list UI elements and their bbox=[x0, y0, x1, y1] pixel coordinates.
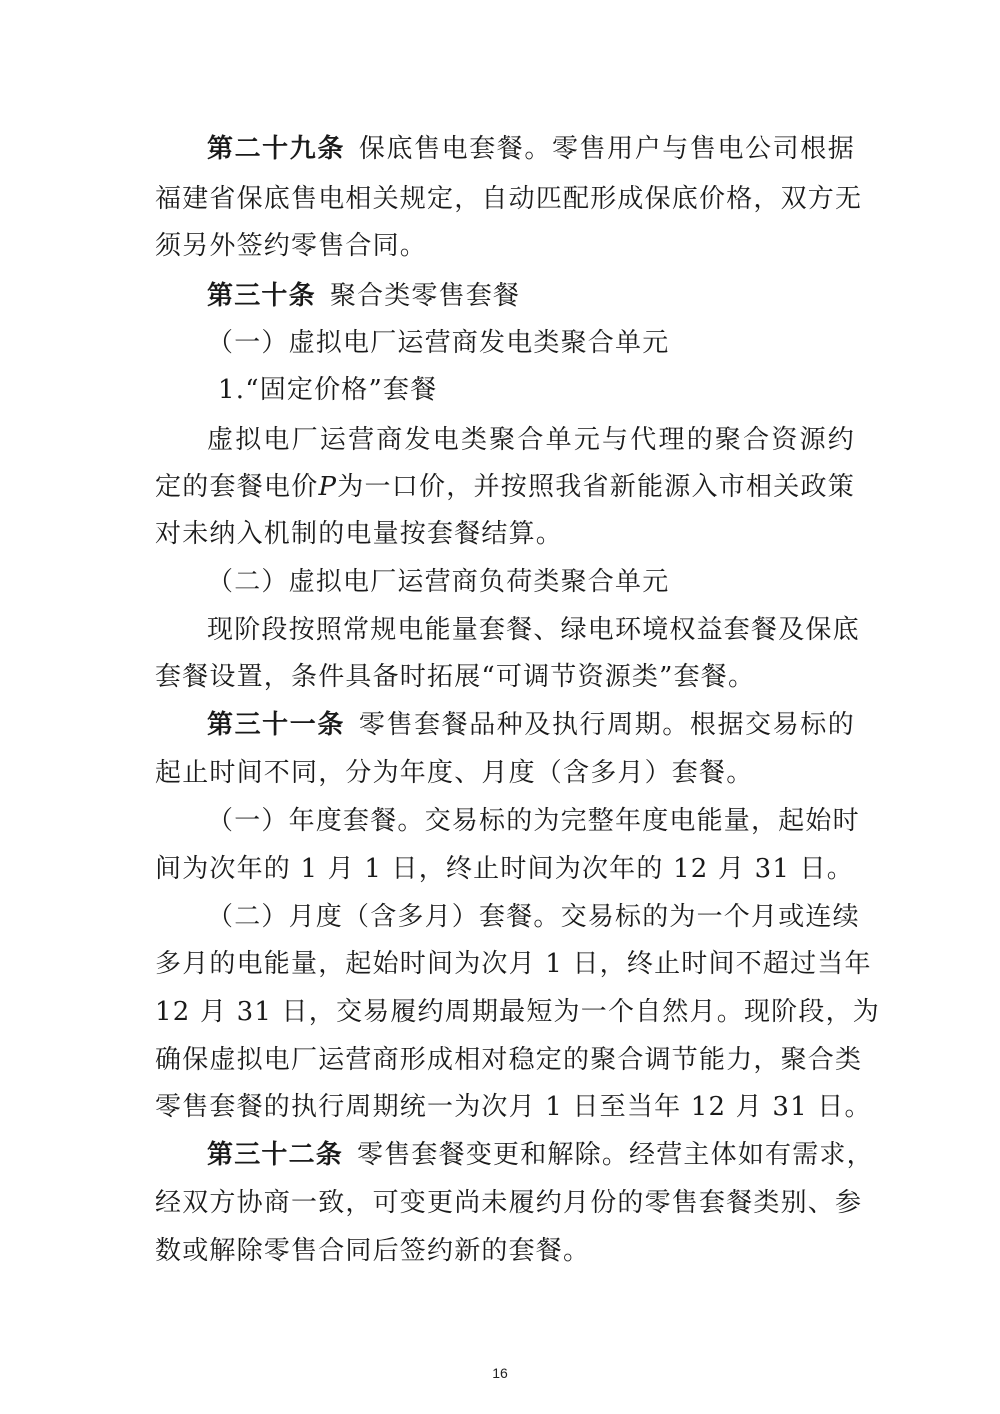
article-31-line-1: 第三十一条 零售套餐品种及执行周期。根据交易标的 bbox=[207, 710, 855, 740]
article-31-heading: 第三十一条 bbox=[207, 710, 345, 740]
article-29-heading: 第二十九条 bbox=[207, 134, 345, 164]
article-29-line-3: 须另外签约零售合同。 bbox=[155, 231, 428, 261]
article-32-heading: 第三十二条 bbox=[207, 1140, 344, 1170]
article-31-item-b-line-1: （二）月度（含多月）套餐。交易标的为一个月或连续 bbox=[207, 902, 860, 932]
article-30-heading: 第三十条 bbox=[207, 281, 316, 311]
article-32-line-3: 数或解除零售合同后签约新的套餐。 bbox=[155, 1236, 591, 1266]
article-31-item-b-line-4: 确保虚拟电厂运营商形成相对稳定的聚合调节能力，聚合类 bbox=[155, 1045, 863, 1075]
article-32-line-2: 经双方协商一致，可变更尚未履约月份的零售套餐类别、参 bbox=[155, 1188, 863, 1218]
article-31-line-2: 起止时间不同，分为年度、月度（含多月）套餐。 bbox=[155, 758, 754, 788]
article-31-item-a-line-2: 间为次年的 1 月 1 日，终止时间为次年的 12 月 31 日。 bbox=[155, 854, 854, 884]
article-30-item-1: 1.“固定价格”套餐 bbox=[218, 375, 438, 405]
article-30-para-1-line-1: 虚拟电厂运营商发电类聚合单元与代理的聚合资源约 bbox=[207, 425, 855, 455]
article-30-para-2-line-1: 现阶段按照常规电能量套餐、绿电环境权益套餐及保底 bbox=[207, 615, 860, 645]
article-30-para-1-line-2: 定的套餐电价P为一口价，并按照我省新能源入市相关政策 bbox=[155, 472, 855, 502]
article-30-subsection-1: （一）虚拟电厂运营商发电类聚合单元 bbox=[207, 328, 670, 358]
page-number: 16 bbox=[492, 1365, 508, 1381]
price-variable-p: P bbox=[318, 472, 338, 502]
article-30-title-line: 第三十条 聚合类零售套餐 bbox=[207, 281, 521, 311]
article-31-item-b-line-3: 12 月 31 日，交易履约周期最短为一个自然月。现阶段，为 bbox=[155, 997, 880, 1027]
article-30-para-2-line-2: 套餐设置，条件具备时拓展“可调节资源类”套餐。 bbox=[155, 662, 756, 692]
article-29-line-2: 福建省保底售电相关规定，自动匹配形成保底价格，双方无 bbox=[155, 184, 863, 214]
article-31-item-a-line-1: （一）年度套餐。交易标的为完整年度电能量，起始时 bbox=[207, 806, 860, 836]
article-30-subsection-2: （二）虚拟电厂运营商负荷类聚合单元 bbox=[207, 567, 670, 597]
article-29-line-1: 第二十九条 保底售电套餐。零售用户与售电公司根据 bbox=[207, 134, 855, 164]
article-32-line-1: 第三十二条 零售套餐变更和解除。经营主体如有需求， bbox=[207, 1140, 874, 1170]
article-31-item-b-line-2: 多月的电能量，起始时间为次月 1 日，终止时间不超过当年 bbox=[155, 949, 872, 979]
article-31-item-b-line-5: 零售套餐的执行周期统一为次月 1 日至当年 12 月 31 日。 bbox=[155, 1092, 872, 1122]
article-30-para-1-line-3: 对未纳入机制的电量按套餐结算。 bbox=[155, 519, 564, 549]
